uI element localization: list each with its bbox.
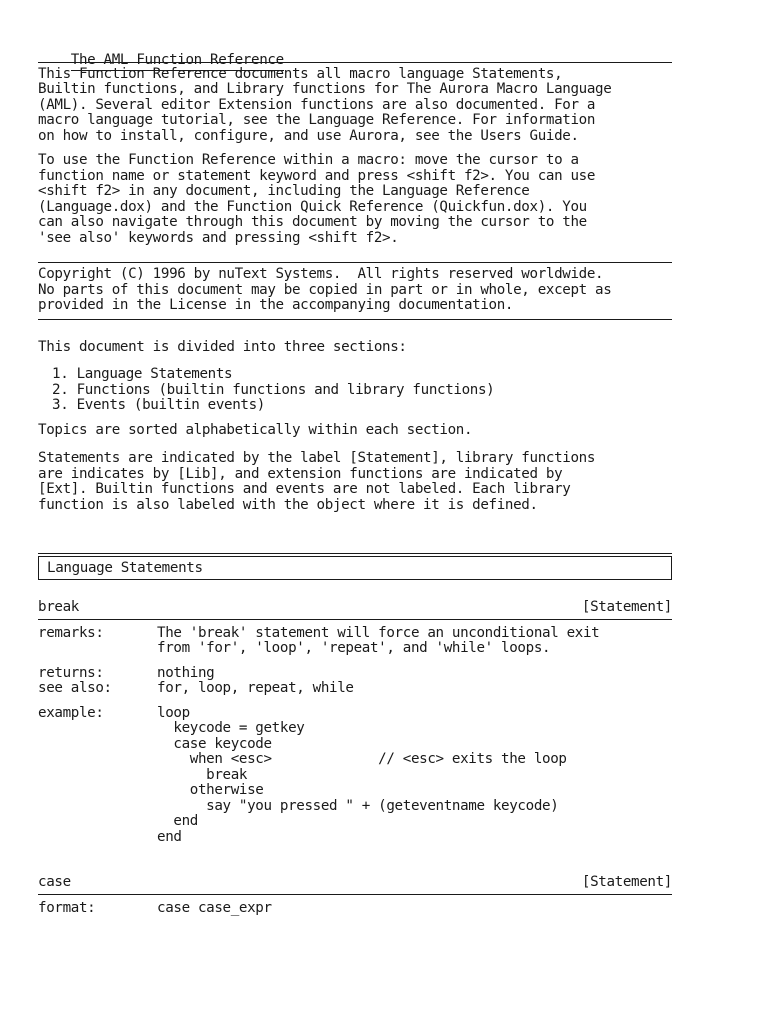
entry-name: case [38, 874, 71, 890]
remarks-label: remarks: [38, 624, 104, 641]
see-also-label: see also: [38, 680, 112, 696]
text-line: Statements are indicated by the label [Statement], library functions [38, 450, 596, 466]
text-line: (Language.dox) and the Function Quick Reference (Quickfun.dox). You [38, 198, 587, 215]
see-also-row [38, 681, 672, 697]
format-row [38, 901, 672, 917]
labels-note [38, 451, 672, 513]
see-also-links[interactable]: for, loop, repeat, while [157, 680, 354, 696]
code-line: loop [157, 704, 190, 721]
text-line: Builtin functions, and Library functions for The Aurora Macro Language [38, 81, 612, 97]
text-line: The 'break' statement will force an unconditional exit [157, 624, 600, 641]
entry-tag: [Statement] [581, 599, 672, 615]
section-header: Language Statements [47, 560, 203, 576]
text-line: on how to install, configure, and use Aurora, see the Users Guide. [38, 127, 579, 144]
list-item: 3. Events (builtin events) [52, 397, 265, 413]
format-value: case case_expr [157, 899, 272, 916]
code-line: when <esc> // <esc> exits the loop [157, 751, 567, 767]
entry-header-case [38, 875, 672, 895]
list-item: 1. Language Statements [52, 366, 233, 382]
code-line: break [157, 766, 248, 783]
sections-list [38, 367, 672, 414]
entry-header-break [38, 600, 672, 620]
text-line: This Function Reference documents all macro language Statements, [38, 65, 563, 82]
returns-row [38, 666, 672, 682]
text-line: provided in the License in the accompanying documentation. [38, 297, 514, 313]
intro-paragraph-2 [38, 153, 672, 246]
example-row [38, 706, 672, 846]
entry-tag: [Statement] [581, 874, 672, 890]
text-line: can also navigate through this document by moving the cursor to the [38, 214, 587, 230]
format-label: format: [38, 899, 96, 916]
copyright-notice [38, 262, 672, 320]
code-line: case keycode [157, 735, 272, 752]
section-header-box [38, 556, 672, 580]
entry-name: break [38, 599, 79, 615]
document-title: The AML Function Reference [71, 53, 284, 72]
text-line: function name or statement keyword and press <shift f2>. You can use [38, 167, 596, 184]
text-line: function is also labeled with the object where it is defined. [38, 496, 538, 513]
text-line: macro language tutorial, see the Language Reference. For information [38, 112, 596, 128]
code-line: end [157, 828, 182, 845]
list-item: 2. Functions (builtin functions and library functions) [52, 381, 495, 398]
text-line: from 'for', 'loop', 'repeat', and 'while' loops. [157, 640, 551, 656]
intro-paragraph-1 [38, 67, 672, 145]
text-line: To use the Function Reference within a macro: move the cursor to a [38, 152, 579, 168]
text-line: Copyright (C) 1996 by nuText Systems. All rights reserved worldwide. [38, 266, 604, 282]
remarks-row [38, 626, 672, 657]
text-line: (AML). Several editor Extension functions are also documented. For a [38, 96, 596, 113]
text-line: [Ext]. Builtin functions and events are not labeled. Each library [38, 481, 571, 497]
returns-label: returns: [38, 664, 104, 681]
code-line: say "you pressed " + (geteventname keycode) [157, 797, 559, 814]
text-line: No parts of this document may be copied in part or in whole, except as [38, 281, 612, 298]
text-line: <shift f2> in any document, including the Language Reference [38, 183, 530, 199]
code-line: end [157, 813, 198, 829]
returns-value: nothing [157, 664, 215, 681]
code-line: keycode = getkey [157, 720, 305, 736]
sorted-note: Topics are sorted alphabetically within each section. [38, 421, 473, 438]
example-label: example: [38, 704, 104, 721]
text-line: are indicates by [Lib], and extension functions are indicated by [38, 465, 563, 482]
sections-intro: This document is divided into three sections: [38, 338, 407, 355]
text-line: 'see also' keywords and pressing <shift f2>. [38, 229, 399, 246]
code-line: otherwise [157, 782, 264, 798]
document-title-line [38, 37, 672, 68]
document-page [38, 37, 672, 916]
